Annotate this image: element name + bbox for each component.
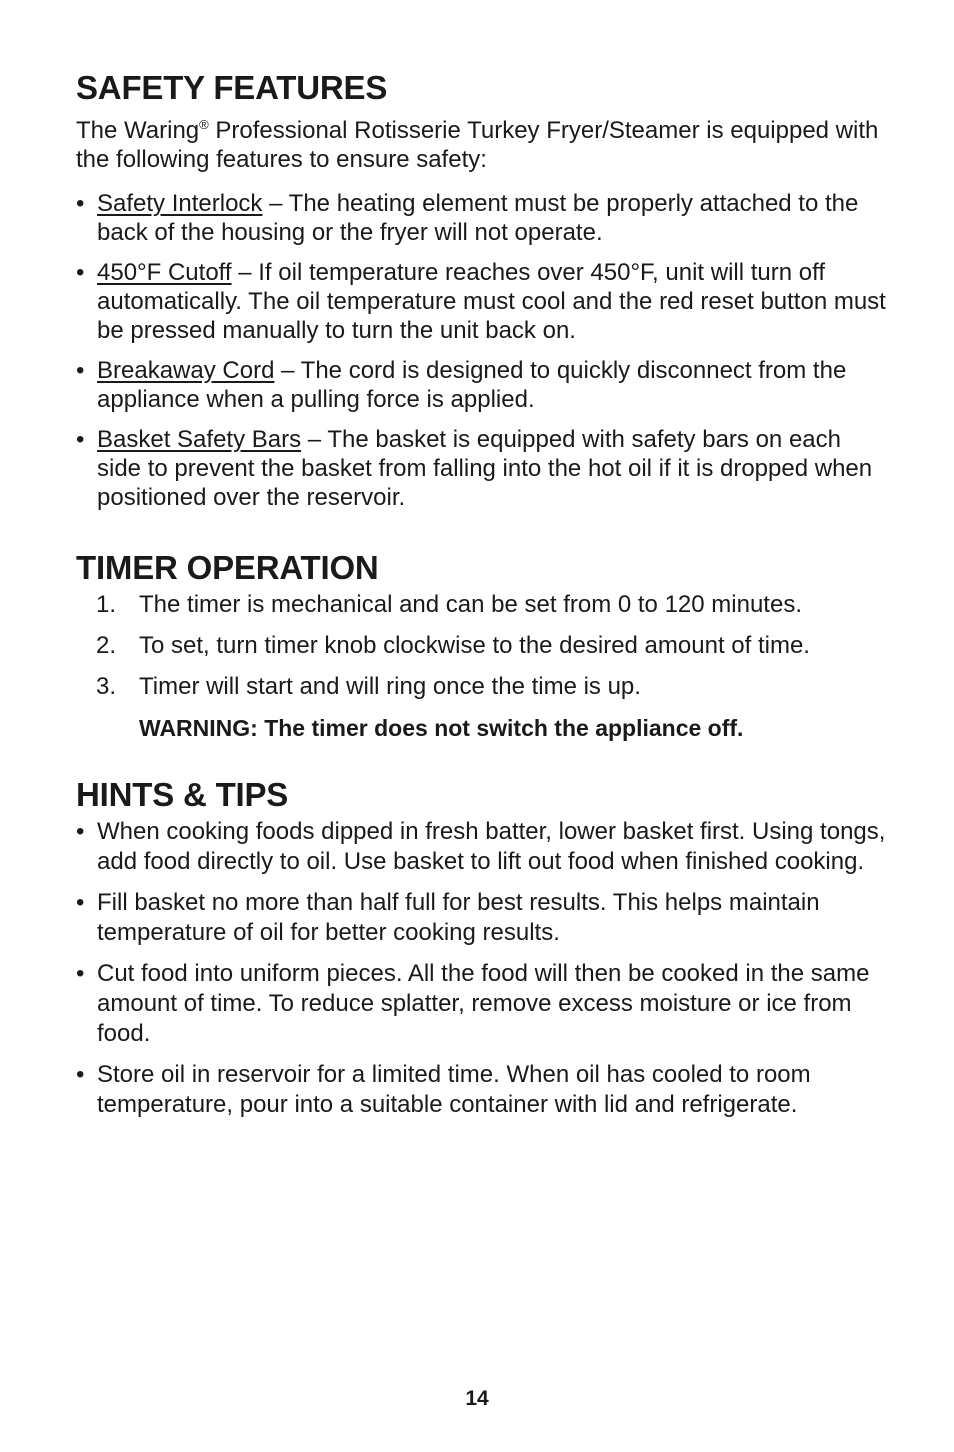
- safety-features-heading: SAFETY FEATURES: [76, 69, 388, 106]
- page-number: 14: [465, 1387, 489, 1410]
- hint-item: [76, 817, 886, 877]
- timer-step: [76, 672, 886, 702]
- registered-mark: ®: [199, 117, 209, 132]
- safety-feature-item: [76, 425, 886, 512]
- bullet-icon: •: [76, 1061, 85, 1088]
- feature-term: Basket Safety Bars: [97, 426, 302, 453]
- hints-tips-section: [76, 773, 886, 1120]
- timer-step: [76, 590, 886, 620]
- timer-warning: WARNING: The timer does not switch the appliance off.: [139, 715, 744, 741]
- hint-item: [76, 1060, 886, 1120]
- manual-page: [76, 66, 886, 1120]
- feature-description: – If oil temperature reaches over 450°F, unit will turn off automatically. The oil temperature must cool and the red reset button must be pressed manually to turn the unit back on.: [97, 259, 886, 344]
- hint-text: When cooking foods dipped in fresh batter, lower basket first. Using tongs, add food directly to oil. Use basket to lift out food when finished cooking.: [97, 818, 886, 875]
- timer-step: [76, 631, 886, 661]
- step-text: The timer is mechanical and can be set from 0 to 120 minutes.: [139, 591, 802, 618]
- feature-description: – The heating element must be properly attached to the back of the housing or the fryer will not operate.: [97, 190, 859, 246]
- bullet-icon: •: [76, 357, 85, 384]
- step-number: 3.: [96, 673, 117, 700]
- bullet-icon: •: [76, 889, 85, 916]
- timer-operation-section: [76, 546, 886, 743]
- bullet-icon: •: [76, 960, 85, 987]
- safety-feature-item: [76, 189, 886, 247]
- step-text: To set, turn timer knob clockwise to the desired amount of time.: [139, 632, 810, 659]
- step-text: Timer will start and will ring once the time is up.: [139, 673, 641, 700]
- hint-item: [76, 959, 886, 1049]
- step-number: 1.: [96, 591, 117, 618]
- bullet-icon: •: [76, 426, 85, 453]
- hint-text: Fill basket no more than half full for best results. This helps maintain temperature of oil for better cooking results.: [97, 889, 820, 946]
- bullet-icon: •: [76, 259, 85, 286]
- safety-feature-item: [76, 356, 886, 414]
- bullet-icon: •: [76, 818, 85, 845]
- hint-item: [76, 888, 886, 948]
- intro-rest: Professional Rotisserie Turkey Fryer/Steamer is equipped with the following features to ensure safety:: [76, 117, 879, 173]
- safety-feature-list: [76, 189, 886, 512]
- intro-brand: The Waring: [76, 117, 200, 144]
- timer-operation-heading: TIMER OPERATION: [76, 549, 379, 586]
- safety-features-section: [76, 66, 886, 512]
- hint-text: Store oil in reservoir for a limited time. When oil has cooled to room temperature, pour into a suitable container with lid and refrigerate.: [97, 1061, 811, 1118]
- hints-tips-heading: HINTS & TIPS: [76, 776, 289, 813]
- feature-term: 450°F Cutoff: [97, 259, 232, 286]
- feature-description: – The cord is designed to quickly disconnect from the appliance when a pulling force is applied.: [97, 357, 847, 413]
- hints-list: [76, 817, 886, 1120]
- feature-description: – The basket is equipped with safety bars on each side to prevent the basket from falling into the hot oil if it is dropped when positioned over the reservoir.: [97, 426, 873, 511]
- safety-intro: [76, 116, 886, 174]
- timer-steps-list: [76, 590, 886, 702]
- hint-text: Cut food into uniform pieces. All the food will then be cooked in the same amount of time. To reduce splatter, remove excess moisture or ice from food.: [97, 960, 870, 1047]
- bullet-icon: •: [76, 190, 85, 217]
- feature-term: Safety Interlock: [97, 190, 263, 217]
- safety-feature-item: [76, 258, 886, 345]
- feature-term: Breakaway Cord: [97, 357, 275, 384]
- step-number: 2.: [96, 632, 117, 659]
